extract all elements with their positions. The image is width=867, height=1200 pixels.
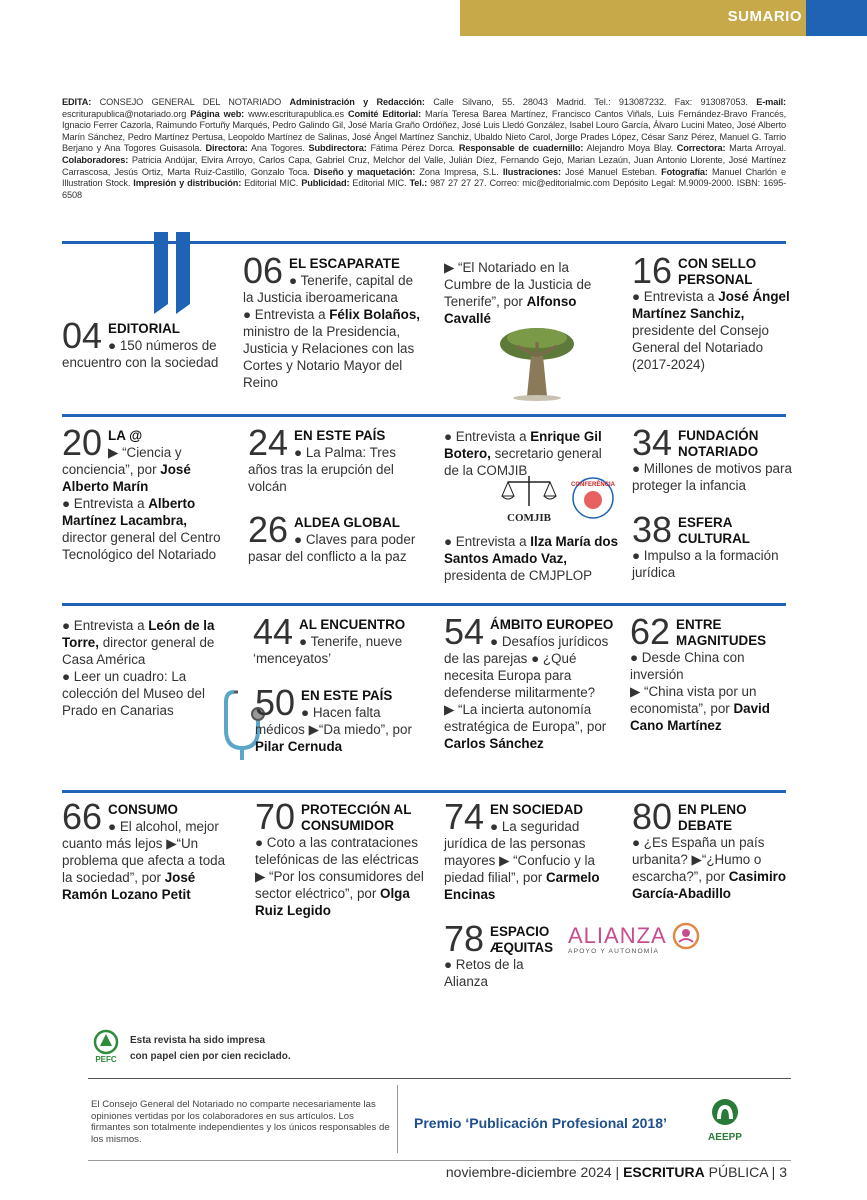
aeepp-label: AEEPP [708, 1132, 742, 1143]
alianza-logo-subtext: APOYO Y AUTONOMÍA [568, 948, 660, 955]
toc-item-50[interactable]: 50 EN ESTE PAÍS ● Hacen falta médicos ▶“Da miedo”, por Pilar Cernuda [255, 682, 412, 754]
pefc-note-line-1: Esta revista ha sido impresa [130, 1035, 266, 1046]
toc-item-44[interactable]: 44 AL ENCUENTRO ● Tenerife, nueve ‘menceyatos’ [253, 611, 406, 666]
toc-item-04[interactable]: 04 EDITORIAL ● 150 números de encuentro con la sociedad [62, 315, 219, 370]
header-blue-block [806, 0, 867, 36]
toc-item-06b[interactable]: ▶ “El Notariado en la Cumbre de la Justicia de Tenerife”, por Alfonso Cavallé [444, 260, 592, 326]
toc-item-28b[interactable]: ● Entrevista a Ilza María dos Santos Amado Vaz, presidenta de CMJPLOP [444, 534, 619, 583]
pefc-note-line-2: con papel cien por cien reciclado. [130, 1051, 291, 1062]
toc-item-78[interactable]: 78 ESPACIO ÆQUITAS ● Retos de la Alianza [444, 918, 554, 989]
page-footer: noviembre-diciembre 2024 | ESCRITURA PÚBLICA | 3 [445, 1164, 787, 1180]
aeepp-emblem-icon [707, 1097, 743, 1127]
comjib-logo [498, 472, 560, 524]
award-text: Premio ‘Publicación Profesional 2018’ [414, 1115, 667, 1131]
section-title: SUMARIO [727, 8, 802, 25]
alianza-logo [568, 924, 696, 960]
toc-item-20[interactable]: 20 LA @ ▶ “Ciencia y conciencia”, por José Alberto Marín ● Entrevista a Alberto Martínez Lacambra, director general del Centro Tecnológico del Notariado [62, 422, 221, 562]
footer-rule-top [88, 1078, 791, 1079]
page-number: 3 [779, 1164, 787, 1180]
conferencia-logo-text: CONFERÊNCIA [570, 482, 616, 488]
magazine-name-bold: ESCRITURA [623, 1164, 705, 1180]
toc-item-28a[interactable]: ● Entrevista a Enrique Gil Botero, secretario general de la COMJIB [444, 429, 602, 478]
comjib-logo-text: COMJIB [507, 512, 551, 524]
toc-item-06[interactable]: 06 EL ESCAPARATE ● Tenerife, capital de la Justicia iberoamericana ● Entrevista a Félix Bolaños, ministro de la Presidencia, Justicia y Relaciones con las Cortes y Notario Mayor del Reino [243, 250, 421, 390]
alianza-emblem-icon [672, 922, 700, 950]
toc-item-74[interactable]: 74 EN SOCIEDAD ● La seguridad jurídica de las personas mayores ▶ “Confucio y la piedad filial”, por Carmelo Encinas [444, 796, 600, 902]
rule-row-2 [62, 414, 786, 417]
toc-item-34[interactable]: 34 FUNDACIÓN NOTARIADO ● Millones de motivos para proteger la infancia [632, 422, 792, 493]
toc-item-66[interactable]: 66 CONSUMO ● El alcohol, mejor cuanto más lejos ▶“Un problema que afecta a toda la sociedad”, por José Ramón Lozano Petit [62, 796, 226, 902]
toc-item-24[interactable]: 24 EN ESTE PAÍS ● La Palma: Tres años tras la erupción del volcán [248, 422, 396, 494]
rule-row-3 [62, 603, 786, 606]
alianza-logo-text: ALIANZA [568, 923, 667, 948]
toc-item-54[interactable]: 54 ÁMBITO EUROPEO ● Desafíos jurídicos de las parejas ● ¿Qué necesita Europa para defenderse militarmente? ▶ “La incierta autonomía estratégica de Europa”, por Carlos Sánchez [444, 611, 614, 751]
toc-item-70[interactable]: 70 PROTECCIÓN AL CONSUMIDOR ● Coto a las contrataciones telefónicas de las eléctricas ▶ “Por los consumidores del sector eléctrico”, por Olga Ruiz Legido [255, 796, 424, 918]
toc-item-62[interactable]: 62 ENTRE MAGNITUDES ● Desde China con inversión ▶ “China vista por un economista”, por David Cano Martínez [630, 611, 770, 733]
footer-rule-bottom [88, 1160, 791, 1161]
toc-item-40[interactable]: ● Entrevista a León de la Torre, director general de Casa América ● Leer un cuadro: La colección del Museo del Prado en Canarias [62, 618, 215, 718]
credits-block: EDITA: CONSEJO GENERAL DEL NOTARIADO Administración y Redacción: Calle Silvano, 55. 28043 Madrid. Tel.: 913087232. Fax: 913087053. E-mail: escriturapublica@notariado.org Página web: www.escriturapublica.es Comité Editorial: María Teresa Barea Martínez, Francisco Cantos Viñals, Luis Fernández-Bravo Francés, Ignacio Ferrer Cazorla, Raimundo Fortuñy Marqués, Pedro Galindo Gil, José María Graño Ordóñez, José Luis Lledó González, Isabel Louro García, Álvaro Lucini Mateo, José Alberto Marín Sánchez, Pedro Martínez Pertusa, Leopoldo Martínez de Salinas, José Ángel Martínez Sanchiz, Ubaldo Nieto Carol, Jorge Prades López, César Sanz Pérez, Manuel G. Tarrio Berjano y Ana Togores Guisasola. Directora: Ana Togores. Subdirectora: Fátima Pérez Dorca. Responsable de cuadernillo: Alejandro Moya Blay. Correctora: Marta Arroyal. Colaboradores: Patricia Andújar, Elvira Arroyo, Carlos Capa, Gabriel Cruz, Melchor del Valle, Julián Díez, Fernando Gejo, Marian Lezaún, Juan Antonio Llorente, José Martínez Carrascosa, Jesús Ortiz, Marta Ruiz-Castillo, Gonzalo Toca. Diseño y maquetación: Zona Impresa, S.L. Ilustraciones: José Manuel Esteban. Fotografía: Manuel Charlón e Illustration Stock. Impresión y distribución: Editorial MIC. Publicidad: Editorial MIC. Tel.: 987 27 27 27. Correo: mic@editorialmic.com Depósito Legal: M.9009-2000. ISBN: 1695-6508 [62, 97, 787, 200]
issue-date: noviembre-diciembre 2024 [445, 1164, 612, 1180]
pefc-logo [88, 1028, 124, 1066]
conferencia-logo [569, 474, 617, 522]
magazine-name-rest: PÚBLICA [704, 1164, 768, 1180]
pefc-note [130, 1033, 291, 1065]
aeepp-logo [700, 1097, 750, 1143]
disclaimer-text: El Consejo General del Notariado no comparte necesariamente las opiniones vertidas por los colaboradores en sus artículos. Los firmantes son totalmente independientes y los únicos responsables de los mismos. [91, 1099, 390, 1145]
toc-item-80[interactable]: 80 EN PLENO DEBATE ● ¿Es España un país urbanita? ▶“¿Humo o escarcha?”, por Casimiro García-Abadillo [632, 796, 787, 901]
pefc-logo-text: PEFC [95, 1055, 117, 1064]
rule-row-4 [62, 790, 786, 793]
quote-mark-icon [150, 232, 196, 314]
toc-item-26[interactable]: 26 ALDEA GLOBAL ● Claves para poder pasar del conflicto a la paz [248, 509, 416, 564]
dragon-tree-image [497, 322, 577, 402]
toc-item-38[interactable]: 38 ESFERA CULTURAL ● Impulso a la formación jurídica [632, 509, 779, 580]
toc-item-16[interactable]: 16 CON SELLO PERSONAL ● Entrevista a José Ángel Martínez Sanchiz, presidente del Consejo General del Notariado (2017-2024) [632, 250, 790, 372]
